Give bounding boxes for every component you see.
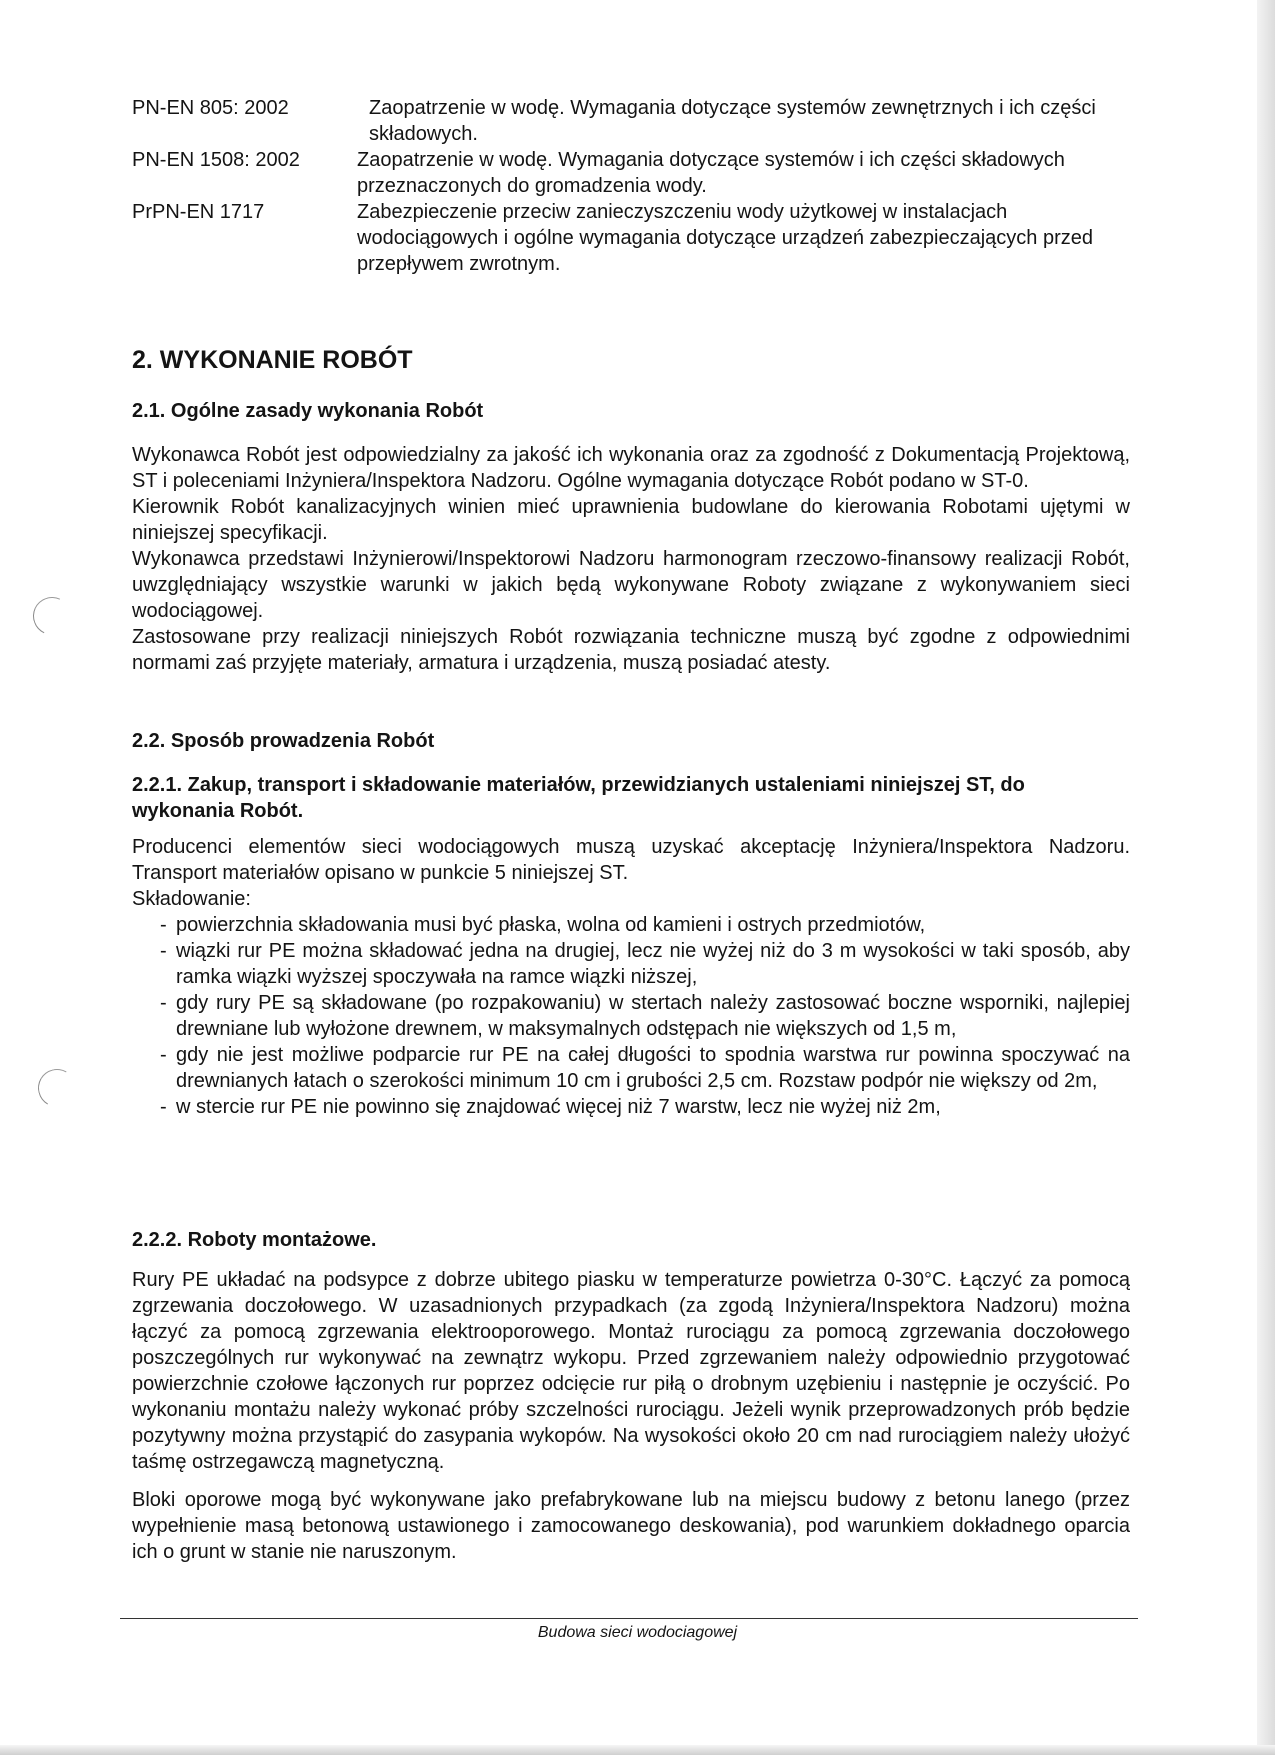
norm-code: PN-EN 805: 2002 xyxy=(132,97,289,119)
norm-row xyxy=(132,95,1132,147)
paragraph: Zastosowane przy realizacji niniejszych Robót rozwiązania techniczne muszą być zgodne z odpowiednimi normami zaś przyjęte materiały, armatura i urządzenia, muszą posiadać atesty. xyxy=(132,626,1130,674)
paragraph: Rury PE układać na podsypce z dobrze ubitego piasku w temperaturze powietrza 0-30°C. Łączyć za pomocą zgrzewania doczołowego. W uzasadnionych przypadkach (za zgodą Inżyniera/Inspektora Nadzoru) można łączyć za pomocą zgrzewania elektrooporowego. Montaż rurociągu za pomocą zgrzewania doczołowego poszczególnych rur wykonywać na zewnątrz wykopu. Przed zgrzewaniem należy odpowiednio przygotować powierzchnie czołowe łączonych rur poprzez odcięcie rur piłą o drobnym uzębieniu i następnie je oczyścić. Po wykonaniu montażu należy wykonać próby szczelności rurociągu. Jeżeli wynik przeprowadzonych prób będzie pozytywny można przystąpić do zasypania wykopów. Na wysokości około 20 cm nad rurociągiem należy ułożyć taśmę ostrzegawczą magnetyczną. xyxy=(132,1269,1130,1473)
page-footer: Budowa sieci wodociagowej xyxy=(537,1624,738,1641)
norm-row xyxy=(132,199,1132,277)
paragraph: Producenci elementów sieci wodociągowych muszą uzyskać akceptację Inżyniera/Inspektora Nadzoru. Transport materiałów opisano w punkcie 5 niniejszej ST. xyxy=(132,836,1130,884)
list-item: - gdy rury PE są składowane (po rozpakowaniu) w stertach należy zastosować boczne wsporniki, najlepiej drewniane lub wyłożone drewnem, w maksymalnych odstępach nie większych od 1,5 m, xyxy=(160,990,1130,1042)
norm-description: Zabezpieczenie przeciw zanieczyszczeniu wody użytkowej w instalacjach wodociągowych i ogólne wymagania dotyczące urządzeń zabezpieczających przed przepływem zwrotnym. xyxy=(357,201,1093,275)
list-item: - gdy nie jest możliwe podparcie rur PE na całej długości to spodnia warstwa rur powinna spoczywać na drewnianych łatach o szerokości minimum 10 cm i grubości 2,5 cm. Rozstaw podpór nie większy od 2m, xyxy=(160,1042,1130,1094)
norms-list xyxy=(132,95,1132,277)
norm-code: PrPN-EN 1717 xyxy=(132,201,265,223)
scan-edge-bottom xyxy=(0,1745,1275,1755)
subsection-title: 2.2.2. Roboty montażowe. xyxy=(132,1229,377,1251)
storage-list xyxy=(132,912,1130,1120)
norm-description: Zaopatrzenie w wodę. Wymagania dotyczące systemów zewnętrznych i ich części składowych. xyxy=(369,97,1096,145)
list-item: - powierzchnia składowania musi być płaska, wolna od kamieni i ostrych przedmiotów, xyxy=(160,912,1130,938)
scan-edge-right xyxy=(1257,0,1275,1755)
punch-hole-mark xyxy=(28,592,77,641)
paragraph: Bloki oporowe mogą być wykonywane jako prefabrykowane lub na miejscu budowy z betonu lanego (przez wypełnienie masą betonową ustawionego i zamocowanego deskowania), pod warunkiem dokładnego oparcia ich o grunt w stanie nie naruszonym. xyxy=(132,1489,1130,1563)
section-2-1 xyxy=(132,398,1130,676)
norm-description: Zaopatrzenie w wodę. Wymagania dotyczące systemów i ich części składowych przeznaczonych do gromadzenia wody. xyxy=(357,149,1065,197)
subsection-title: 2.1. Ogólne zasady wykonania Robót xyxy=(132,400,484,422)
section-title: 2. WYKONANIE ROBÓT xyxy=(132,346,413,374)
norm-row xyxy=(132,147,1132,199)
paragraph: Wykonawca Robót jest odpowiedzialny za jakość ich wykonania oraz za zgodność z Dokumentacją Projektową, ST i poleceniami Inżyniera/Inspektora Nadzoru. Ogólne wymagania dotyczące Robót podano w ST-0. xyxy=(132,444,1130,492)
section-2-2 xyxy=(132,728,1130,1120)
punch-hole-mark xyxy=(34,1065,81,1112)
footer-rule xyxy=(120,1618,1138,1619)
subsection-title: 2.2.1. Zakup, transport i składowanie materiałów, przewidzianych ustaleniami niniejszej ST, do wykonania Robót. xyxy=(132,774,1025,822)
section-2-2-2 xyxy=(132,1227,1130,1565)
paragraph: Wykonawca przedstawi Inżynierowi/Inspektorowi Nadzoru harmonogram rzeczowo-finansowy realizacji Robót, uwzględniający wszystkie warunki w jakich będą wykonywane Roboty związane z wykonywaniem sieci wodociągowej. xyxy=(132,548,1130,622)
paragraph: Kierownik Robót kanalizacyjnych winien mieć uprawnienia budowlane do kierowania Robotami ujętymi w niniejszej specyfikacji. xyxy=(132,496,1130,544)
list-item: - wiązki rur PE można składować jedna na drugiej, lecz nie wyżej niż do 3 m wysokości w taki sposób, aby ramka wiązki wyższej spoczywała na ramce wiązki niższej, xyxy=(160,938,1130,990)
list-item: - w stercie rur PE nie powinno się znajdować więcej niż 7 warstw, lecz nie wyżej niż 2m, xyxy=(160,1094,1130,1120)
norm-code: PN-EN 1508: 2002 xyxy=(132,149,300,171)
storage-label: Składowanie: xyxy=(132,888,251,910)
subsection-title: 2.2. Sposób prowadzenia Robót xyxy=(132,730,435,752)
